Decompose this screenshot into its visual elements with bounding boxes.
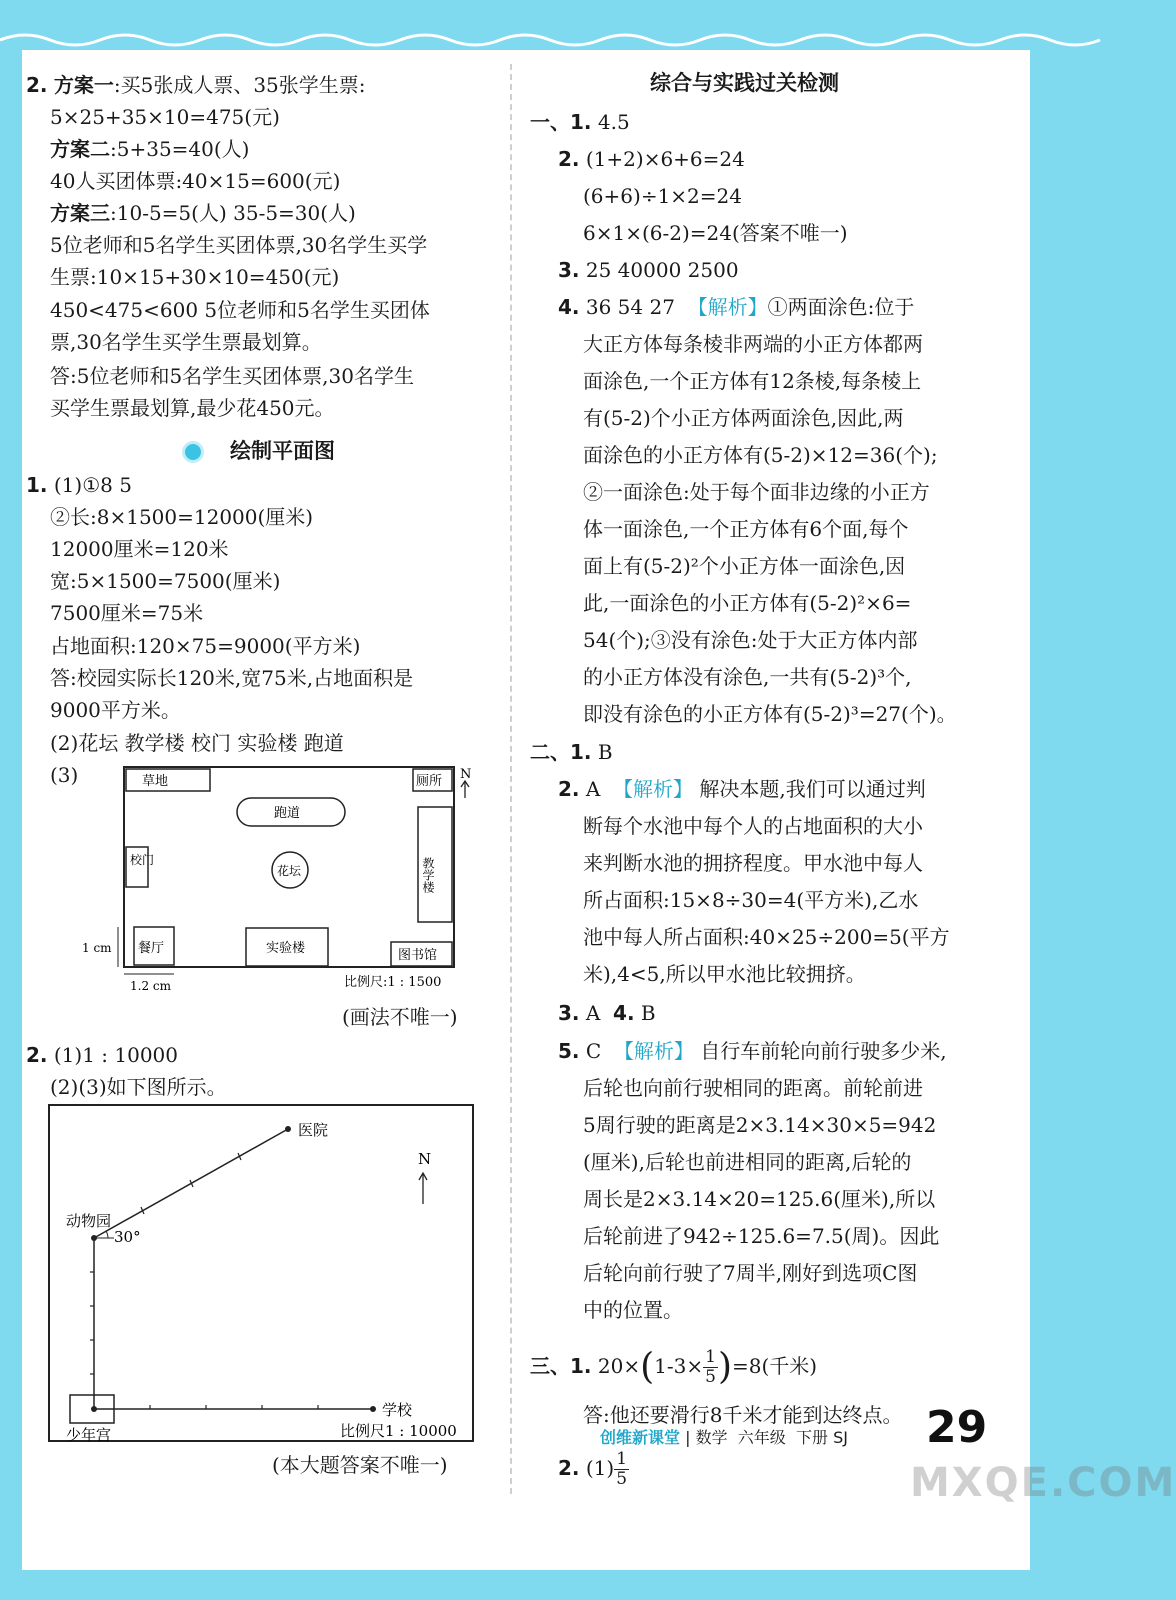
answer-page <box>22 50 1030 1570</box>
s1-prefix: 一、 <box>530 110 570 134</box>
p1-line-5: 7500厘米=75米 <box>50 601 204 625</box>
s2-q5-l0 <box>558 1036 947 1066</box>
s3-q2 <box>558 1450 629 1489</box>
s3-q1-part-a: 20× <box>597 1354 641 1378</box>
hospital-label: 医院 <box>298 1121 329 1139</box>
s1-q4-l9: 此,一面涂色的小正方体有(5-2)²×6= <box>583 591 912 615</box>
school-plan-map <box>80 762 492 998</box>
s1-q4-text-1: ①两面涂色:位于 <box>767 295 915 319</box>
canteen-label: 餐厅 <box>138 941 165 956</box>
s1-q1 <box>530 107 630 137</box>
page-footer <box>600 1426 848 1450</box>
lab-building-label: 实验楼 <box>266 941 306 956</box>
p1-note: (画法不唯一) <box>342 1005 458 1029</box>
plan3-line-1: 5位老师和5名学生买团体票,30名学生买学 <box>50 233 428 257</box>
s2-q5-l2: 后轮也向前行驶相同的距离。前轮前进 <box>583 1076 923 1100</box>
s2-q5-l8: 中的位置。 <box>583 1298 683 1322</box>
p1-line-1 <box>26 470 132 500</box>
route-map-frame <box>49 1105 473 1441</box>
map1-scale: 比例尺:1 : 1500 <box>344 975 442 990</box>
s2-q5-l6: 后轮前进了942÷125.6=7.5(周)。因此 <box>583 1224 940 1248</box>
p2-line-2: (2)(3)如下图所示。 <box>50 1075 227 1099</box>
right-paren: ) <box>717 1346 732 1388</box>
s1-q4-l5: 面涂色的小正方体有(5-2)×12=36(个); <box>583 443 938 467</box>
s3-q1-fraction: $\frac{1}{5}$ <box>705 1347 716 1387</box>
p1-line-4: 宽:5×1500=7500(厘米) <box>50 569 281 593</box>
grass-label: 草地 <box>142 774 169 789</box>
footer-term: 下册 <box>795 1428 828 1447</box>
p1-line-9: (2)花坛 教学楼 校门 实验楼 跑道 <box>50 731 344 755</box>
teaching-building-label: 教学楼 <box>421 857 435 893</box>
school-label: 学校 <box>382 1401 413 1419</box>
track-label: 跑道 <box>274 806 301 821</box>
s3-q1-answer: 答:他还要滑行8千米才能到达终点。 <box>583 1403 903 1427</box>
route-map <box>48 1104 476 1444</box>
youth-palace-label: 少年宫 <box>66 1426 112 1444</box>
left-paren: ( <box>640 1346 655 1388</box>
plan2-line <box>50 134 249 164</box>
s2-q5-l5: 周长是2×3.14×20=125.6(厘米),所以 <box>583 1187 936 1211</box>
s2-q2-num: 2. <box>558 777 580 801</box>
section-bullet-icon <box>182 441 204 463</box>
q2-number: 2. <box>26 73 48 97</box>
s2-q2-l2: 断每个水池中每个人的占地面积的大小 <box>583 814 923 838</box>
section-heading <box>182 436 335 466</box>
zoo-label: 动物园 <box>66 1212 112 1230</box>
s1-q1-num: 1. <box>570 110 592 134</box>
s2-q1-num: 1. <box>570 740 592 764</box>
angle-label: 30° <box>114 1228 141 1246</box>
plan2-text: :5+35=40(人) <box>110 137 250 161</box>
watermark: MXQE.COM <box>910 1460 1176 1506</box>
s2-q2-l6: 米),4<5,所以甲水池比较拥挤。 <box>583 962 866 986</box>
dim-v-label: 1 cm <box>82 941 112 955</box>
s2-q3-q4 <box>558 998 656 1028</box>
q2-plan1-line <box>26 70 366 100</box>
north-label: N <box>460 767 472 782</box>
section-title: 绘制平面图 <box>230 439 335 463</box>
footer-brand: 创维新课堂 <box>600 1428 681 1447</box>
p1-line-3: 12000厘米=120米 <box>50 537 229 561</box>
s2-q2-text-1: 解决本题,我们可以通过判 <box>699 777 926 801</box>
plan3-line-2: 生票:10×15+30×10=450(元) <box>50 265 340 289</box>
plan2-calc: 40人买团体票:40×15=600(元) <box>50 169 341 193</box>
s3-q2-part-a: (1) <box>585 1456 615 1480</box>
s1-q1-answer: 4.5 <box>597 110 630 134</box>
s1-q3-num: 3. <box>558 258 580 282</box>
plan2-label: 方案二 <box>50 137 110 161</box>
s2-q2-l4: 所占面积:15×8÷30=4(平方米),乙水 <box>583 888 919 912</box>
library-label: 图书馆 <box>398 948 438 963</box>
s1-q4-l4: 有(5-2)个小正方体两面涂色,因此,两 <box>583 406 904 430</box>
footer-subject: 数学 <box>695 1428 728 1447</box>
p1-line-10: (3) <box>50 763 79 787</box>
s2-q5-l3: 5周行驶的距离是2×3.14×30×5=942 <box>583 1113 937 1137</box>
p1-number: 1. <box>26 473 48 497</box>
s3-prefix: 三、 <box>530 1354 570 1378</box>
s1-q2-l1 <box>558 144 745 174</box>
s1-q4-num: 4. <box>558 295 580 319</box>
answer-line-2: 买学生票最划算,最少花450元。 <box>50 396 335 420</box>
s1-q4-l8: 面上有(5-2)²个小正方体一面涂色,因 <box>583 554 906 578</box>
toilet-label: 厕所 <box>416 774 443 789</box>
s1-q4-l3: 面涂色,一个正方体有12条棱,每条棱上 <box>583 369 922 393</box>
s1-q4-l7: 体一面涂色,一个正方体有6个面,每个 <box>583 517 909 541</box>
p2-answer-1: (1)1 : 10000 <box>53 1043 179 1067</box>
s1-q4-l12: 即没有涂色的小正方体有(5-2)³=27(个)。 <box>583 702 957 726</box>
s1-q4-l11: 的小正方体没有涂色,一共有(5-2)³个, <box>583 665 912 689</box>
p2-line-1 <box>26 1040 178 1070</box>
route-map-scale: 比例尺1 : 10000 <box>340 1422 457 1440</box>
p1-line-8: 9000平方米。 <box>50 698 181 722</box>
s3-q1 <box>530 1348 817 1387</box>
plan1-label: 方案一 <box>53 73 114 97</box>
p1-line-2: ②长:8×1500=12000(厘米) <box>50 505 314 529</box>
s1-q2-l2: (6+6)÷1×2=24 <box>583 184 742 208</box>
s2-q5-l7: 后轮向前行驶了7周半,刚好到选项C图 <box>583 1261 918 1285</box>
s2-q1-answer: B <box>597 740 613 764</box>
plan3-line <box>50 198 356 228</box>
s2-q4-num: 4. <box>613 1001 635 1025</box>
p2-note: (本大题答案不唯一) <box>272 1453 448 1477</box>
hospital-point <box>285 1126 291 1132</box>
answer-line-1: 答:5位老师和5名学生买团体票,30名学生 <box>50 364 414 388</box>
right-title: 综合与实践过关检测 <box>650 71 839 95</box>
s1-q4-l10: 54(个);③没有涂色:处于大正方体内部 <box>583 628 918 652</box>
s2-q4-answer: B <box>640 1001 656 1025</box>
plan1-text: :买5张成人票、35张学生票: <box>113 73 366 97</box>
p1-answer-1: (1)①8 5 <box>53 473 132 497</box>
flowerbed-label: 花坛 <box>277 864 302 878</box>
s1-q4-analysis-tag: 【解析】 <box>687 295 768 319</box>
s1-q3 <box>558 255 739 285</box>
dim-h-label: 1.2 cm <box>130 979 171 993</box>
school-point <box>370 1406 376 1412</box>
footer-edition: SJ <box>833 1428 848 1447</box>
s1-q4-answer: 36 54 27 <box>585 295 675 319</box>
footer-grade: 六年级 <box>737 1428 786 1447</box>
s2-q5-num: 5. <box>558 1039 580 1063</box>
column-divider <box>510 64 512 1494</box>
s2-q5-answer: C <box>585 1039 602 1063</box>
s1-q4-l0 <box>558 292 914 322</box>
footer-separator: | <box>685 1428 691 1447</box>
compare-line-2: 票,30名学生买学生票最划算。 <box>50 330 322 354</box>
s2-prefix: 二、 <box>530 740 570 764</box>
s3-q1-num: 1. <box>570 1354 592 1378</box>
plan3-label: 方案三 <box>50 201 110 225</box>
s1-q4-l6: ②一面涂色:处于每个面非边缘的小正方 <box>583 480 930 504</box>
s1-q2-l3: 6×1×(6-2)=24(答案不唯一) <box>583 221 848 245</box>
s3-q2-num: 2. <box>558 1456 580 1480</box>
s2-q3-num: 3. <box>558 1001 580 1025</box>
s2-q5-text-1: 自行车前轮向前行驶多少米, <box>700 1039 947 1063</box>
s2-q5-l4: (厘米),后轮也前进相同的距离,后轮的 <box>583 1150 912 1174</box>
p2-number: 2. <box>26 1043 48 1067</box>
s2-q2-l5: 池中每人所占面积:40×25÷200=5(平方 <box>583 925 950 949</box>
s2-q2-l0 <box>558 774 926 804</box>
plan3-text: :10-5=5(人) 35-5=30(人) <box>110 201 356 225</box>
s2-q2-l3: 来判断水池的拥挤程度。甲水池中每人 <box>583 851 923 875</box>
s2-q5-analysis-tag: 【解析】 <box>613 1039 694 1063</box>
s3-q1-part-c: =8(千米) <box>731 1354 818 1378</box>
gate-label: 校门 <box>130 853 155 867</box>
s1-q2-answer-1: (1+2)×6+6=24 <box>585 147 745 171</box>
s1-q3-answer: 25 40000 2500 <box>585 258 739 282</box>
plan1-calc: 5×25+35×10=475(元) <box>50 105 280 129</box>
route-north-label: N <box>418 1150 432 1168</box>
compare-line-1: 450<475<600 5位老师和5名学生买团体 <box>50 298 430 322</box>
s2-q2-answer: A <box>585 777 601 801</box>
s1-q2-num: 2. <box>558 147 580 171</box>
s3-q2-fraction: $\frac{1}{5}$ <box>616 1449 628 1489</box>
s3-q1-part-b: 1-3× <box>654 1354 704 1378</box>
page-number: 29 <box>926 1402 988 1453</box>
s2-q2-analysis-tag: 【解析】 <box>613 777 694 801</box>
s1-q4-l2: 大正方体每条棱非两端的小正方体都两 <box>583 332 923 356</box>
p1-line-6: 占地面积:120×75=9000(平方米) <box>50 634 361 658</box>
p1-line-7: 答:校园实际长120米,宽75米,占地面积是 <box>50 666 414 690</box>
s2-q3-answer: A <box>585 1001 601 1025</box>
angle-arc <box>106 1231 108 1238</box>
s2-q1 <box>530 737 613 767</box>
